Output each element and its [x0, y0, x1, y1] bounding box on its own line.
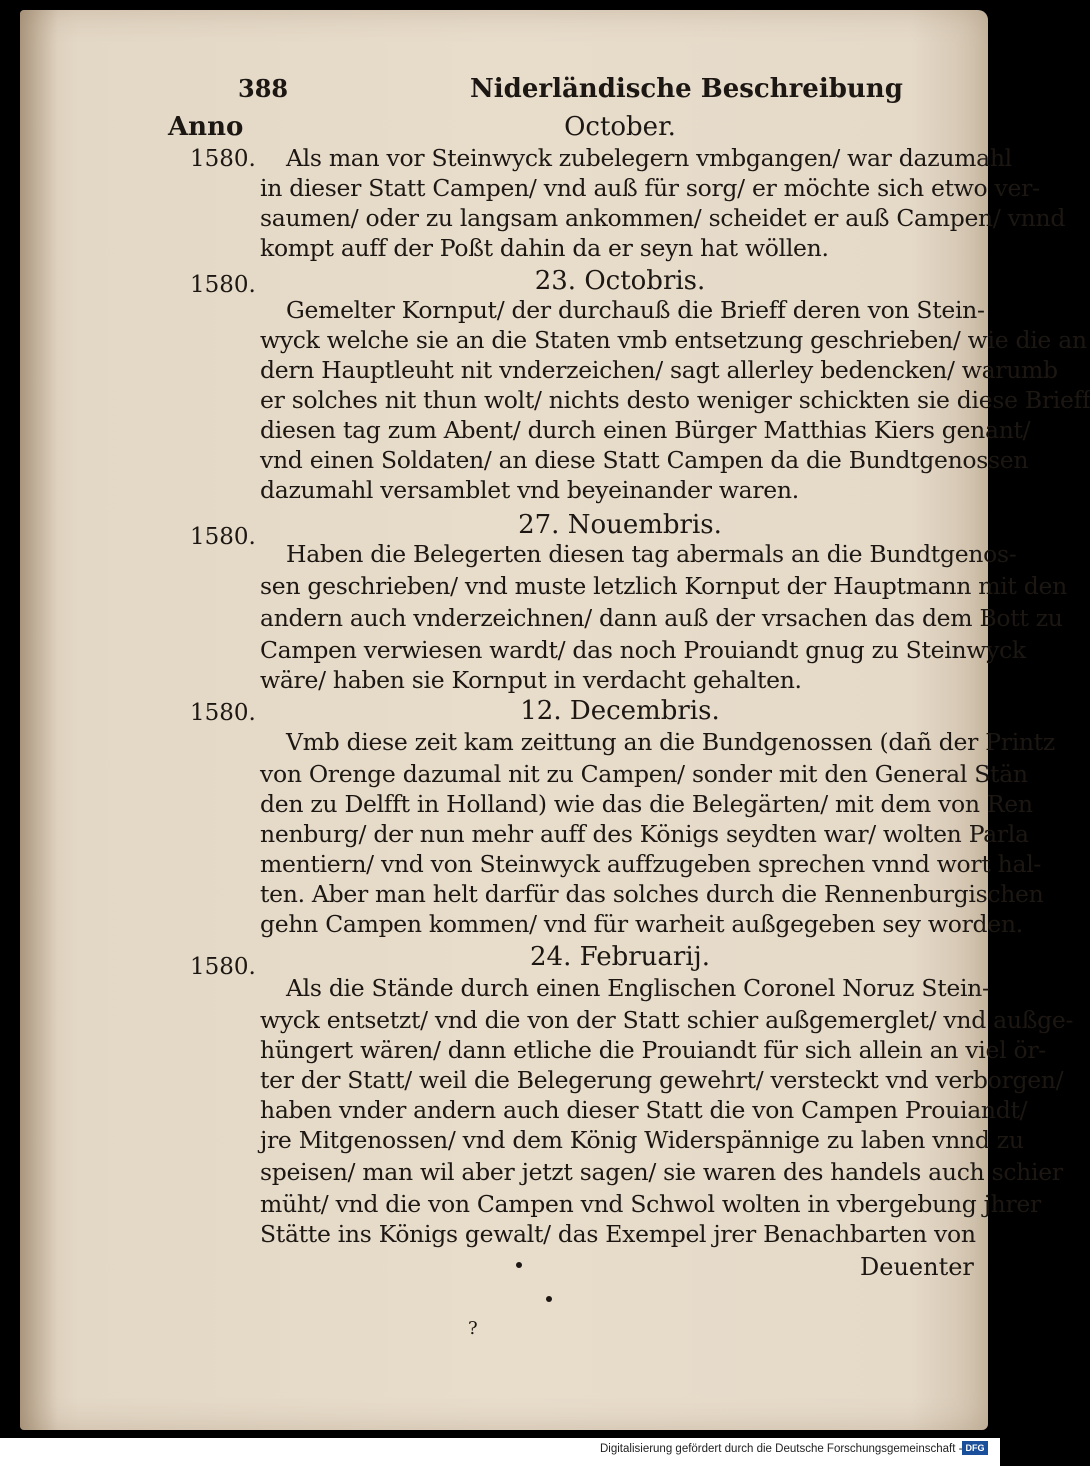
text-line: hüngert wären/ dann etliche die Prouiandt für sich allein an viel ör- [260, 1036, 1046, 1064]
text-line: wyck welche sie an die Staten vmb entsetzung geschrieben/ wie die an [260, 326, 1087, 354]
text-line: haben vnder andern auch dieser Statt die von Campen Prouiandt/ [260, 1096, 1028, 1124]
entry-heading: 23. Octobris. [534, 266, 706, 296]
entry-heading: 24. Februarij. [529, 942, 710, 972]
ink-speck [516, 1262, 522, 1268]
text-line: speisen/ man wil aber jetzt sagen/ sie waren des handels auch schier [260, 1158, 1063, 1186]
text-line: dazumahl versamblet vnd beyeinander waren. [260, 476, 799, 504]
margin-year: 1580. [190, 524, 256, 550]
text-line: jre Mitgenossen/ vnd dem König Widerspännige zu laben vnnd zu [260, 1126, 1024, 1154]
text-line: Haben die Belegerten diesen tag abermals an die Bundtgenos- [286, 540, 1017, 568]
text-line: ter der Statt/ weil die Belegerung gewehrt/ versteckt vnd verborgen/ [260, 1066, 1064, 1094]
text-line: diesen tag zum Abent/ durch einen Bürger Matthias Kiers genant/ [260, 416, 1031, 444]
text-line: Campen verwiesen wardt/ das noch Prouiandt gnug zu Steinwyck [260, 636, 1026, 664]
text-line: mentiern/ vnd von Steinwyck auffzugeben sprechen vnnd wort hal- [260, 850, 1042, 878]
text-line: wäre/ haben sie Kornput in verdacht gehalten. [260, 666, 802, 694]
running-title: Niderländische Beschreibung [470, 74, 903, 104]
text-line: von Orenge dazumal nit zu Campen/ sonder mit den General Stän [260, 760, 1028, 788]
text-line: den zu Delfft in Holland) wie das die Belegärten/ mit dem von Ren [260, 790, 1033, 818]
text-line: dern Hauptleuht nit vnderzeichen/ sagt allerley bedencken/ warumb [260, 356, 1058, 384]
text-line: gehn Campen kommen/ vnd für warheit außgegeben sey worden. [260, 910, 1023, 938]
page-binding-shadow [20, 10, 58, 1430]
text-line: wyck entsetzt/ vnd die von der Statt schier außgemerglet/ vnd außge- [260, 1006, 1074, 1034]
text-line: müht/ vnd die von Campen vnd Schwol wolten in vbergebung jhrer [260, 1190, 1041, 1218]
text-line: er solches nit thun wolt/ nichts desto weniger schickten sie diese Brieff [260, 386, 1090, 414]
text-line: saumen/ oder zu langsam ankommen/ scheidet er auß Campen/ vnnd [260, 204, 1066, 232]
text-line: nenburg/ der nun mehr auff des Königs seydten war/ wolten Parla [260, 820, 1029, 848]
signature-mark: ? [468, 1318, 478, 1339]
entry-heading: 12. Decembris. [520, 696, 720, 726]
margin-year: 1580. [190, 954, 256, 980]
dfg-logo: DFG [962, 1441, 988, 1455]
funding-credit: Digitalisierung gefördert durch die Deutsche Forschungsgemeinschaft - [600, 1443, 963, 1455]
text-line: vnd einen Soldaten/ an diese Statt Campen da die Bundtgenossen [260, 446, 1029, 474]
entry-heading: October. [564, 112, 676, 142]
ink-speck [546, 1296, 552, 1302]
margin-year: 1580. [190, 272, 256, 298]
text-line: Stätte ins Königs gewalt/ das Exempel jrer Benachbarten von [260, 1220, 976, 1248]
text-line: sen geschrieben/ vnd muste letzlich Kornput der Hauptmann mit den [260, 572, 1067, 600]
text-line: Als man vor Steinwyck zubelegern vmbgangen/ war dazumahl [286, 144, 1012, 172]
text-line: andern auch vnderzeichnen/ dann auß der vrsachen das dem Bott zu [260, 604, 1063, 632]
text-line: in dieser Statt Campen/ vnd auß für sorg/ er möchte sich etwo ver- [260, 174, 1040, 202]
text-line: Vmb diese zeit kam zeittung an die Bundgenossen (dañ der Printz [286, 728, 1055, 756]
text-line: ten. Aber man helt darfür das solches durch die Rennenburgischen [260, 880, 1044, 908]
margin-year: 1580. [190, 700, 256, 726]
text-line: Als die Stände durch einen Englischen Coronel Noruz Stein- [286, 974, 990, 1002]
entry-heading: 27. Nouembris. [518, 510, 722, 540]
catchword: Deuenter [860, 1253, 974, 1281]
page-number: 388 [238, 74, 289, 103]
text-line: kompt auff der Poßt dahin da er seyn hat wöllen. [260, 234, 829, 262]
anno-label: Anno [168, 112, 244, 142]
margin-year: 1580. [190, 146, 256, 172]
text-line: Gemelter Kornput/ der durchauß die Brieff deren von Stein- [286, 296, 985, 324]
